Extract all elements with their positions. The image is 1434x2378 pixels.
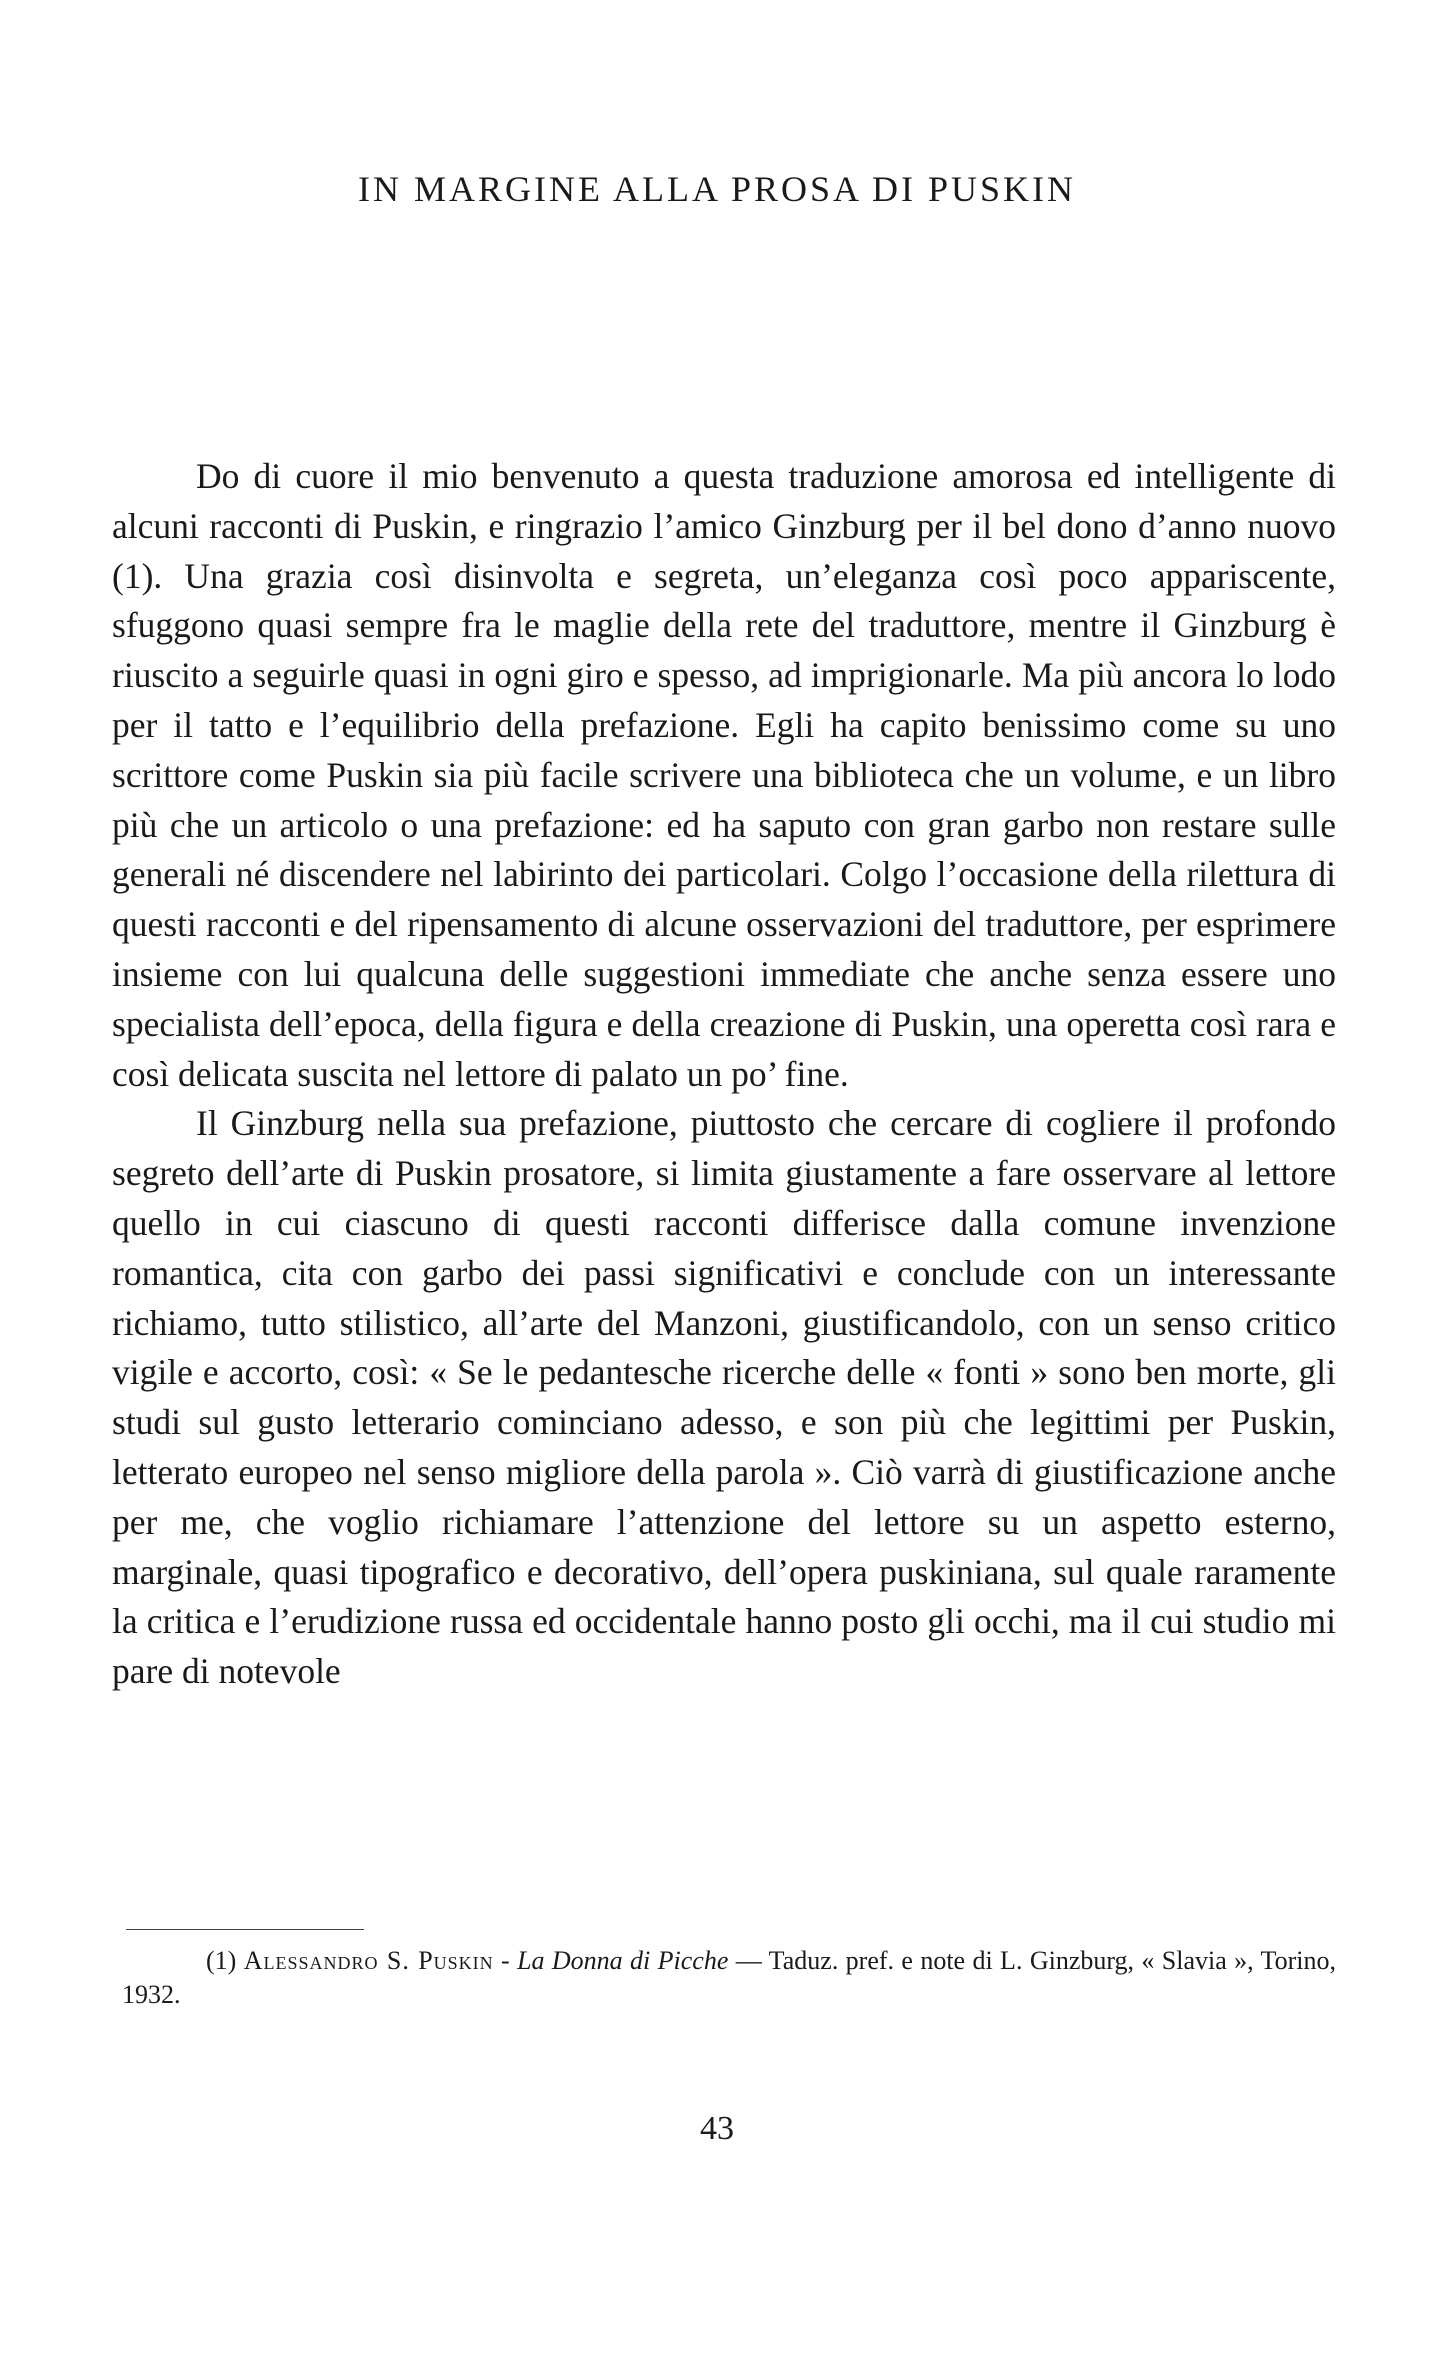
paragraph-2: Il Ginzburg nella sua prefazione, piuttosto che cercare di cogliere il profondo segreto dell’arte di Puskin prosatore, si limita giustamente a fare osservare al lettore quello in cui ciascuno di questi racconti differisce dalla comune invenzione romantica, cita con garbo dei passi significativi e conclude con un interessante richiamo, tutto stilistico, all’arte del Manzoni, giustificandolo, con un senso critico vigile e accorto, così: « Se le pedantesche ricerche delle « fonti » sono ben morte, gli studi sul gusto letterario cominciano adesso, e son più che legittimi per Puskin, letterato europeo nel senso migliore della parola ». Ciò varrà di giustificazione anche per me, che voglio richiamare l’attenzione del lettore su un aspetto esterno, marginale, quasi tipografico e decorativo, dell’opera puskiniana, sul quale raramente la critica e l’erudizione russa ed occidentale hanno posto gli occhi, ma il cui studio mi pare di notevole <box>112 1103 1336 1692</box>
footnote-details: — Taduz. pref. e note di L. Ginzburg, « Slavia », Torino, 1932. <box>122 1946 1336 2009</box>
footnote-separator-dash: - <box>493 1946 518 1975</box>
paragraph-1: Do di cuore il mio benvenuto a questa traduzione amorosa ed intelligente di alcuni racconti di Puskin, e ringrazio l’amico Ginzburg per il bel dono d’anno nuovo (1). Una grazia così disinvolta e segreta, un’eleganza così poco appariscente, sfuggono quasi sempre fra le maglie della rete del traduttore, mentre il Ginzburg è riuscito a seguirle quasi in ogni giro e spesso, ad imprigionarle. Ma più ancora lo lodo per il tatto e l’equilibrio della prefazione. Egli ha capito benissimo come su uno scrittore come Puskin sia più facile scrivere una biblioteca che un volume, e un libro più che un articolo o una prefazione: ed ha saputo con gran garbo non restare sulle generali né discendere nel labirinto dei particolari. Colgo l’occasione della rilettura di questi racconti e del ripensamento di alcune osservazioni del traduttore, per esprimere insieme con lui qualcuna delle suggestioni immediate che anche senza essere uno specialista dell’epoca, della figura e della creazione di Puskin, una operetta così rara e così delicata suscita nel lettore di palato un po’ fine. <box>112 456 1336 1094</box>
page-title: IN MARGINE ALLA PROSA DI PUSKIN <box>357 169 1077 209</box>
footnote-number: (1) <box>206 1946 237 1975</box>
main-text <box>112 452 1336 1697</box>
footnote-work-title: La Donna di Picche <box>517 1946 729 1975</box>
footnote <box>122 1944 1336 2012</box>
page-number: 43 <box>700 2110 734 2147</box>
footnote-separator <box>126 1929 364 1930</box>
footnote-author: Alessandro S. Puskin <box>243 1946 494 1975</box>
